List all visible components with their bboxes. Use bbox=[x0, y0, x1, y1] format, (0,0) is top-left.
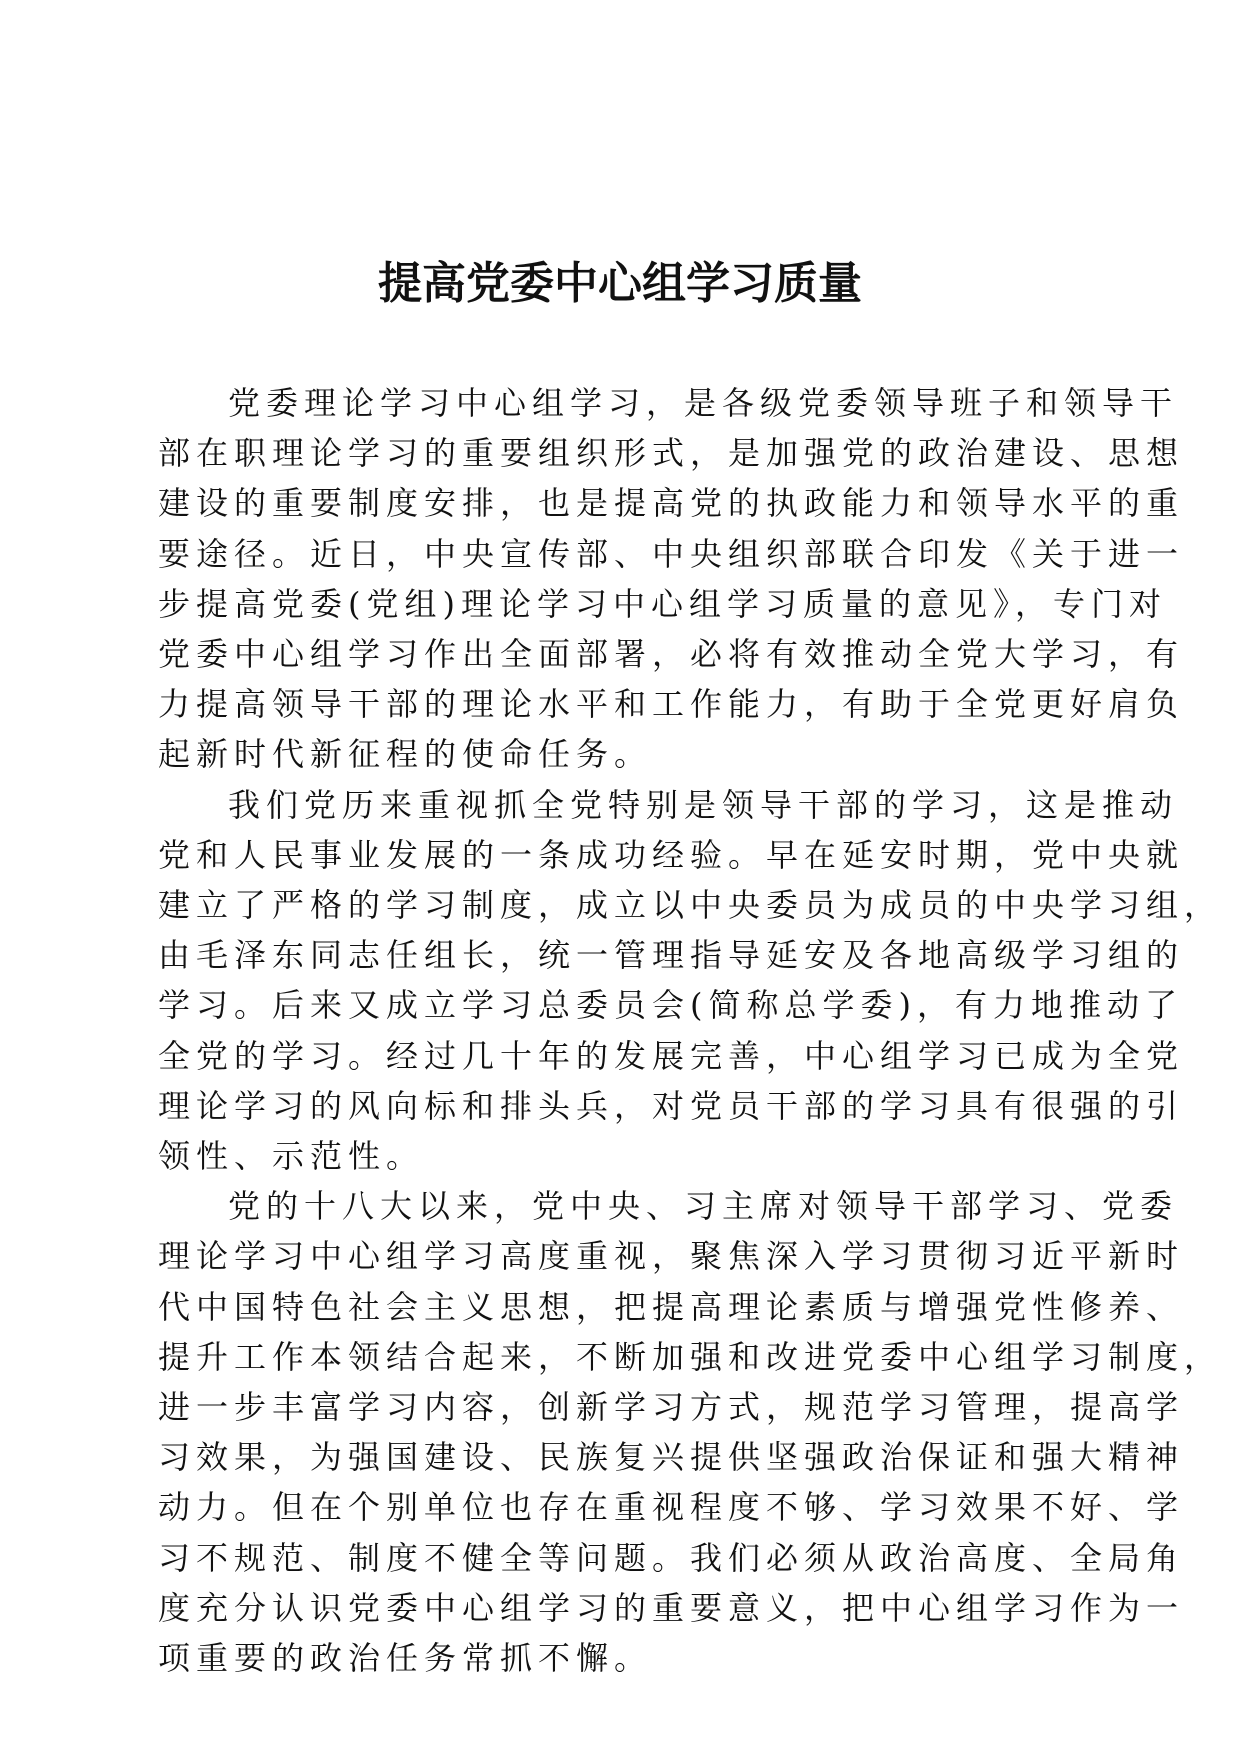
paragraph-2 bbox=[158, 780, 1223, 1182]
paragraph-3 bbox=[158, 1181, 1223, 1683]
text-line: 党的十八大以来，党中央、习主席对领导干部学习、党委 bbox=[228, 1187, 1179, 1226]
text-line: 理论学习的风向标和排头兵，对党员干部的学习具有很强的引 bbox=[158, 1086, 1185, 1125]
document-title: 提高党委中心组学习质量 bbox=[378, 258, 862, 309]
text-line: 力提高领导干部的理论水平和工作能力，有助于全党更好肩负 bbox=[158, 685, 1185, 724]
text-line: 项重要的政治任务常抓不懈。 bbox=[158, 1639, 653, 1678]
text-line: 理论学习中心组学习高度重视，聚焦深入学习贯彻习近平新时 bbox=[158, 1237, 1185, 1276]
text-line: 习不规范、制度不健全等问题。我们必须从政治高度、全局角 bbox=[158, 1538, 1185, 1577]
paragraph-1 bbox=[158, 378, 1185, 780]
text-line: 提升工作本领结合起来，不断加强和改进党委中心组学习制度， bbox=[158, 1337, 1223, 1376]
text-line: 要途径。近日，中央宣传部、中央组织部联合印发《关于进一 bbox=[158, 534, 1185, 573]
text-line: 进一步丰富学习内容，创新学习方式，规范学习管理，提高学 bbox=[158, 1388, 1185, 1427]
text-line: 动力。但在个别单位也存在重视程度不够、学习效果不好、学 bbox=[158, 1488, 1185, 1527]
text-line: 由毛泽东同志任组长，统一管理指导延安及各地高级学习组的 bbox=[158, 936, 1185, 975]
text-line: 我们党历来重视抓全党特别是领导干部的学习，这是推动 bbox=[228, 785, 1179, 824]
text-line: 领性、示范性。 bbox=[158, 1137, 425, 1176]
text-line: 起新时代新征程的使命任务。 bbox=[158, 735, 653, 774]
text-line: 党委中心组学习作出全面部署，必将有效推动全党大学习，有 bbox=[158, 635, 1185, 674]
text-line: 建立了严格的学习制度，成立以中央委员为成员的中央学习组， bbox=[158, 886, 1223, 925]
text-line: 学习。后来又成立学习总委员会(简称总学委)，有力地推动了 bbox=[158, 986, 1183, 1025]
text-line: 建设的重要制度安排，也是提高党的执政能力和领导水平的重 bbox=[158, 484, 1185, 523]
text-line: 代中国特色社会主义思想，把提高理论素质与增强党性修养、 bbox=[158, 1287, 1185, 1326]
text-line: 党和人民事业发展的一条成功经验。早在延安时期，党中央就 bbox=[158, 835, 1185, 874]
text-line: 部在职理论学习的重要组织形式，是加强党的政治建设、思想 bbox=[158, 434, 1185, 473]
text-line: 全党的学习。经过几十年的发展完善，中心组学习已成为全党 bbox=[158, 1036, 1185, 1075]
text-line: 步提高党委(党组)理论学习中心组学习质量的意见》，专门对 bbox=[158, 584, 1167, 623]
text-line: 度充分认识党委中心组学习的重要意义，把中心组学习作为一 bbox=[158, 1588, 1185, 1627]
text-line: 习效果，为强国建设、民族复兴提供坚强政治保证和强大精神 bbox=[158, 1438, 1185, 1477]
document-body bbox=[158, 378, 1223, 1683]
text-line: 党委理论学习中心组学习，是各级党委领导班子和领导干 bbox=[228, 384, 1179, 422]
